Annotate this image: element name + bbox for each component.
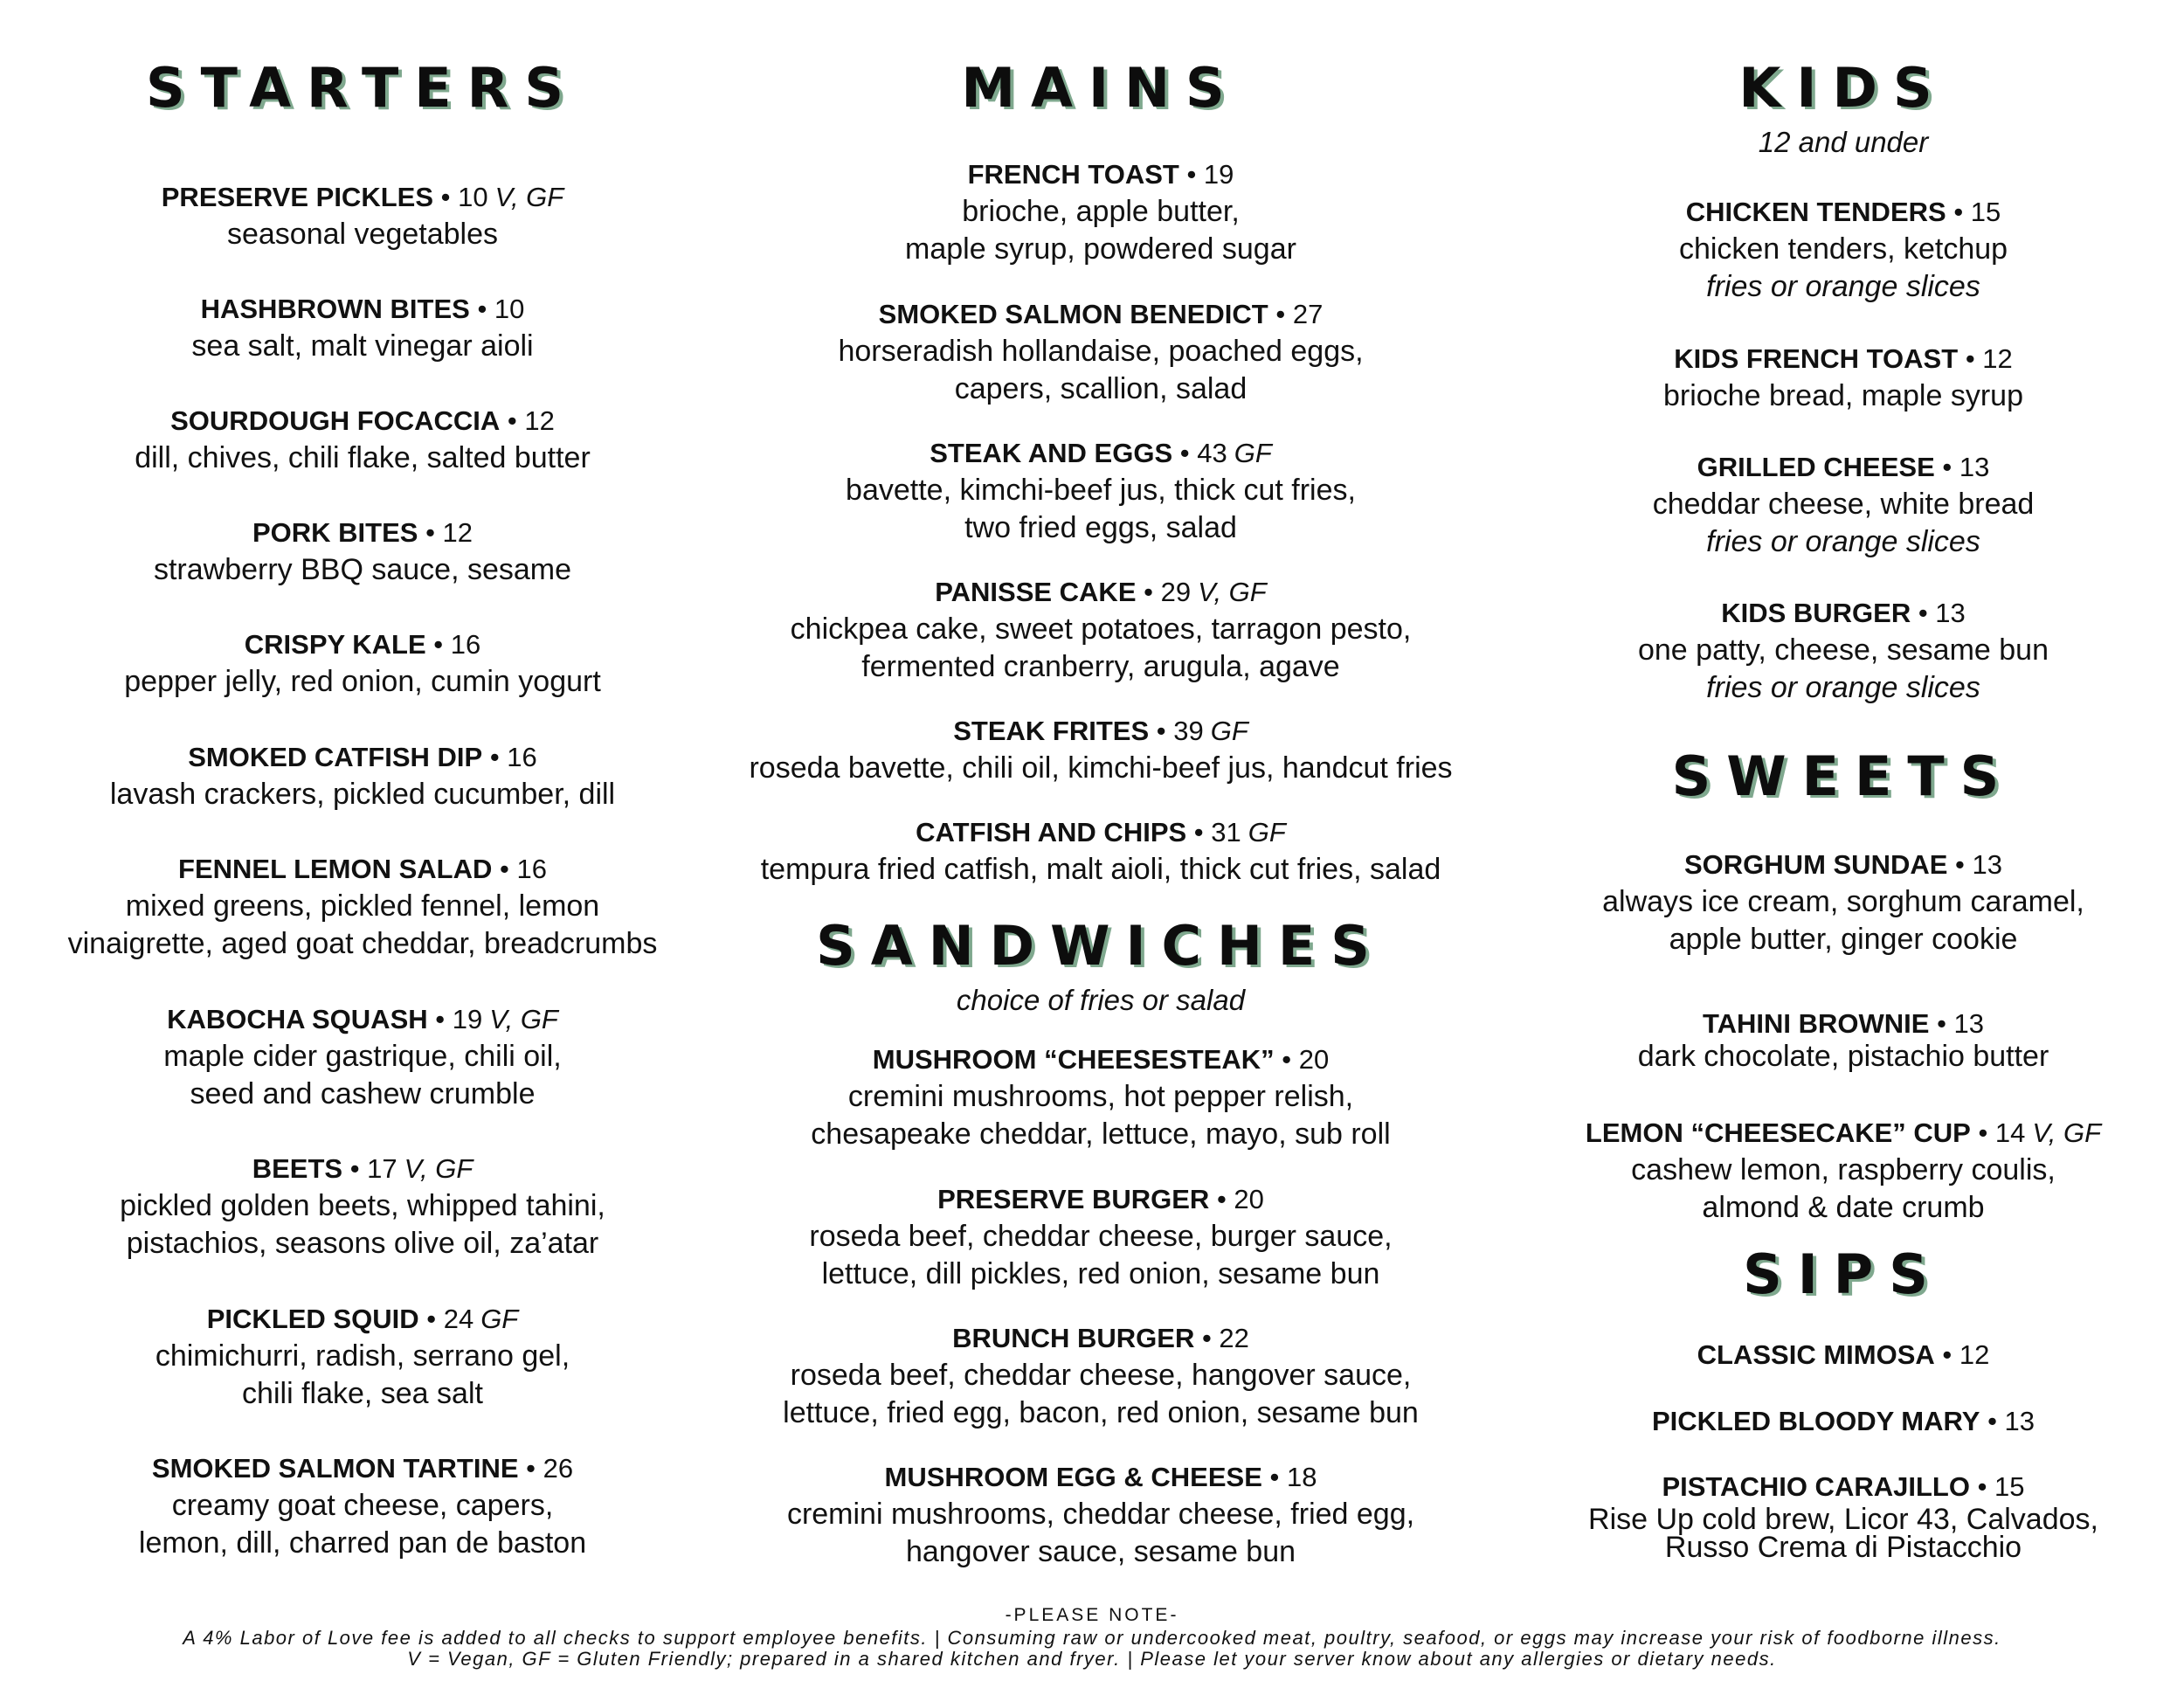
item-name: KIDS BURGER [1721, 598, 1911, 628]
menu-item [1555, 193, 2132, 306]
item-name: CATFISH AND CHIPS [916, 817, 1187, 847]
item-name: KIDS FRENCH TOAST [1674, 343, 1959, 374]
menu-item [0, 1150, 725, 1263]
menu-item [0, 626, 725, 701]
item-description: lemon, dill, charred pan de baston [138, 1526, 587, 1560]
item-name: MUSHROOM “CHEESESTEAK” [872, 1044, 1275, 1075]
item-name: PRESERVE PICKLES [161, 182, 433, 212]
item-description: always ice cream, sorghum caramel, [1602, 885, 2084, 918]
item-description: seasonal vegetables [226, 218, 498, 251]
item-price: • 16 [500, 854, 547, 884]
item-name: CLASSIC MIMOSA [1697, 1339, 1935, 1370]
menu-item [1555, 1336, 2132, 1373]
item-price: • 19 [1186, 159, 1234, 190]
sips-title: SIPS [1743, 1242, 1944, 1306]
sandwiches-title: SANDWICHES [816, 914, 1386, 978]
item-description: almond & date crumb [1702, 1191, 1985, 1224]
item-name: PICKLED BLOODY MARY [1651, 1406, 1980, 1436]
item-description: one patty, cheese, sesame bun [1637, 633, 2049, 667]
item-description: cheddar cheese, white bread [1652, 488, 2035, 521]
item-price: • 13 [1987, 1406, 2035, 1436]
item-description: dill, chives, chili flake, salted butter [135, 441, 591, 474]
item-description: lettuce, fried egg, bacon, red onion, sesame bun [783, 1396, 1419, 1429]
item-price: • 20 [1216, 1184, 1264, 1214]
item-tags: GF [1234, 438, 1272, 468]
item-description: cashew lemon, raspberry coulis, [1631, 1153, 2056, 1186]
item-price: • 12 [1942, 1339, 1990, 1370]
item-description: sea salt, malt vinegar aioli [191, 329, 534, 363]
item-tags: V, GF [1198, 577, 1267, 607]
item-description: roseda bavette, chili oil, kimchi-beef jus, handcut fries [749, 751, 1453, 785]
item-price: • 24 [426, 1304, 474, 1334]
item-description: two fried eggs, salad [964, 511, 1237, 544]
menu-item [725, 1041, 1476, 1153]
item-price: • 10 [477, 294, 525, 324]
menu-item [725, 156, 1476, 268]
item-description: mixed greens, pickled fennel, lemon [125, 889, 600, 923]
item-price: • 12 [1965, 343, 2013, 374]
menu-item [0, 1449, 725, 1562]
item-name: PICKLED SQUID [206, 1304, 419, 1334]
item-price: • 26 [526, 1453, 574, 1484]
item-description: Russo Crema di Pistacchio [1664, 1531, 2022, 1564]
starters-title: STARTERS [145, 56, 580, 120]
item-description: brioche, apple butter, [962, 195, 1240, 228]
item-price: • 16 [489, 742, 537, 772]
item-description: fermented cranberry, arugula, agave [861, 650, 1340, 683]
item-name: BEETS [252, 1153, 343, 1184]
menu-item [725, 573, 1476, 686]
item-description: Rise Up cold brew, Licor 43, Calvados, [1588, 1503, 2098, 1536]
menu-item [0, 738, 725, 813]
item-price: • 12 [425, 517, 473, 548]
item-description: roseda beef, cheddar cheese, burger sauce, [809, 1220, 1393, 1253]
item-name: HASHBROWN BITES [200, 294, 470, 324]
item-tags: GF [1248, 817, 1286, 847]
item-description: maple cider gastrique, chili oil, [163, 1040, 562, 1073]
item-name: SORGHUM SUNDAE [1684, 849, 1948, 880]
item-description: bavette, kimchi-beef jus, thick cut fries, [846, 474, 1356, 507]
item-tags: GF [1210, 716, 1248, 746]
item-name: SOURDOUGH FOCACCIA [170, 405, 501, 436]
item-price: • 29 [1144, 577, 1192, 607]
item-price: • 12 [507, 405, 555, 436]
menu-item [0, 1300, 725, 1413]
menu-item [1555, 1402, 2132, 1440]
item-description: chickpea cake, sweet potatoes, tarragon pesto, [790, 612, 1412, 646]
item-description: strawberry BBQ sauce, sesame [153, 553, 572, 586]
item-price: • 20 [1282, 1044, 1330, 1075]
item-description: chesapeake cheddar, lettuce, mayo, sub roll [811, 1117, 1391, 1151]
item-price: • 13 [1955, 849, 2002, 880]
item-tags: V, GF [494, 182, 564, 212]
item-description: cremini mushrooms, hot pepper relish, [847, 1080, 1354, 1113]
item-tags: GF [480, 1304, 519, 1334]
item-name: LEMON “CHEESECAKE” CUP [1585, 1117, 1971, 1148]
item-price: • 13 [1918, 598, 1966, 628]
item-side-note: fries or orange slices [1706, 525, 1980, 558]
menu-item [725, 1319, 1476, 1432]
item-price: • 10 [440, 182, 488, 212]
menu-item [0, 178, 725, 253]
item-name: CRISPY KALE [244, 629, 426, 660]
item-price: • 17 [349, 1153, 397, 1184]
menu-item [0, 514, 725, 589]
item-description: pistachios, seasons olive oil, za’atar [126, 1227, 599, 1260]
item-description: apple butter, ginger cookie [1669, 923, 2018, 956]
item-description: vinaigrette, aged goat cheddar, breadcrumbs [67, 927, 658, 960]
item-description: chili flake, sea salt [242, 1377, 483, 1410]
item-price: • 15 [1953, 197, 2001, 227]
item-name: PRESERVE BURGER [937, 1184, 1210, 1214]
item-description: roseda beef, cheddar cheese, hangover sauce, [790, 1359, 1412, 1392]
item-description: lettuce, dill pickles, red onion, sesame bun [821, 1257, 1380, 1290]
item-side-note: fries or orange slices [1706, 270, 1980, 303]
item-price: • 27 [1275, 299, 1324, 329]
item-description: seed and cashew crumble [190, 1077, 536, 1110]
item-price: • 13 [1937, 1008, 1985, 1039]
item-price: • 15 [1977, 1471, 2025, 1502]
menu-item [0, 290, 725, 365]
sweets-title: SWEETS [1671, 744, 2015, 808]
item-price: • 13 [1942, 452, 1990, 482]
item-name: STEAK FRITES [953, 716, 1150, 746]
menu-item [0, 402, 725, 477]
item-name: BRUNCH BURGER [952, 1323, 1195, 1353]
kids-subtitle: 12 and under [1758, 126, 1929, 158]
item-name: FRENCH TOAST [967, 159, 1179, 190]
item-name: MUSHROOM EGG & CHEESE [884, 1462, 1262, 1492]
item-description: creamy goat cheese, capers, [171, 1489, 554, 1522]
item-description: dark chocolate, pistachio butter [1637, 1040, 2049, 1073]
menu-item [0, 850, 725, 963]
menu-item [1555, 1468, 2132, 1564]
menu-item [1555, 1005, 2132, 1073]
footer-fee-notice: A 4% Labor of Love fee is added to all checks to support employee benefits. | Consuming raw or undercooked meat, poultry, seafood, or eggs may increase your risk of foodborne illness. [183, 1627, 2001, 1649]
item-description: cremini mushrooms, cheddar cheese, fried egg, [786, 1498, 1415, 1531]
item-description: maple syrup, powdered sugar [905, 232, 1296, 266]
item-description: tempura fried catfish, malt aioli, thick cut fries, salad [760, 853, 1441, 886]
item-description: capers, scallion, salad [954, 372, 1248, 405]
item-name: SMOKED CATFISH DIP [188, 742, 483, 772]
item-description: lavash crackers, pickled cucumber, dill [109, 778, 616, 811]
mains-title: MAINS [961, 56, 1241, 120]
item-price: • 18 [1269, 1462, 1317, 1492]
item-tags: V, GF [489, 1004, 558, 1034]
item-name: PANISSE CAKE [935, 577, 1137, 607]
item-name: CHICKEN TENDERS [1685, 197, 1946, 227]
menu-item [1555, 340, 2132, 415]
footer-notes [0, 1603, 2184, 1670]
item-name: PISTACHIO CARAJILLO [1662, 1471, 1970, 1502]
item-description: pepper jelly, red onion, cumin yogurt [124, 665, 601, 698]
footer-heading: -PLEASE NOTE- [1005, 1605, 1179, 1625]
item-price: • 16 [433, 629, 481, 660]
item-description: horseradish hollandaise, poached eggs, [838, 335, 1364, 368]
item-price: • 43 [1179, 438, 1227, 468]
item-price: • 22 [1201, 1323, 1249, 1353]
item-tags: V, GF [2032, 1117, 2102, 1148]
item-name: GRILLED CHEESE [1697, 452, 1935, 482]
menu-item [725, 434, 1476, 547]
sandwiches-subtitle: choice of fries or salad [956, 984, 1246, 1016]
item-price: • 19 [435, 1004, 483, 1034]
item-name: STEAK AND EGGS [930, 438, 1173, 468]
item-description: pickled golden beets, whipped tahini, [120, 1189, 605, 1222]
menu-item [725, 295, 1476, 408]
item-name: KABOCHA SQUASH [167, 1004, 428, 1034]
menu-item [725, 1180, 1476, 1293]
item-name: TAHINI BROWNIE [1702, 1008, 1930, 1039]
item-price: • 31 [1193, 817, 1241, 847]
item-description: chicken tenders, ketchup [1678, 232, 2008, 266]
menu-item [725, 813, 1476, 889]
kids-title: KIDS [1738, 56, 1948, 120]
menu-item [725, 712, 1476, 787]
menu-item [1555, 448, 2132, 561]
menu-item [1555, 846, 2132, 958]
item-name: SMOKED SALMON BENEDICT [878, 299, 1268, 329]
item-name: SMOKED SALMON TARTINE [151, 1453, 519, 1484]
item-name: PORK BITES [252, 517, 418, 548]
item-description: chimichurri, radish, serrano gel, [155, 1339, 570, 1373]
item-side-note: fries or orange slices [1706, 671, 1980, 704]
item-tags: V, GF [404, 1153, 473, 1184]
item-description: brioche bread, maple syrup [1662, 379, 2023, 412]
item-price: • 14 [1978, 1117, 2026, 1148]
menu-item [0, 1000, 725, 1113]
menu-item [1555, 1114, 2132, 1227]
footer-dietary-notice: V = Vegan, GF = Gluten Friendly; prepared in a shared kitchen and fryer. | Please let your server know about any allergies or dietary needs. [407, 1648, 1777, 1670]
menu-item [725, 1458, 1476, 1571]
menu-item [1555, 594, 2132, 707]
item-price: • 39 [1156, 716, 1204, 746]
item-description: hangover sauce, sesame bun [905, 1535, 1296, 1568]
item-name: FENNEL LEMON SALAD [178, 854, 493, 884]
